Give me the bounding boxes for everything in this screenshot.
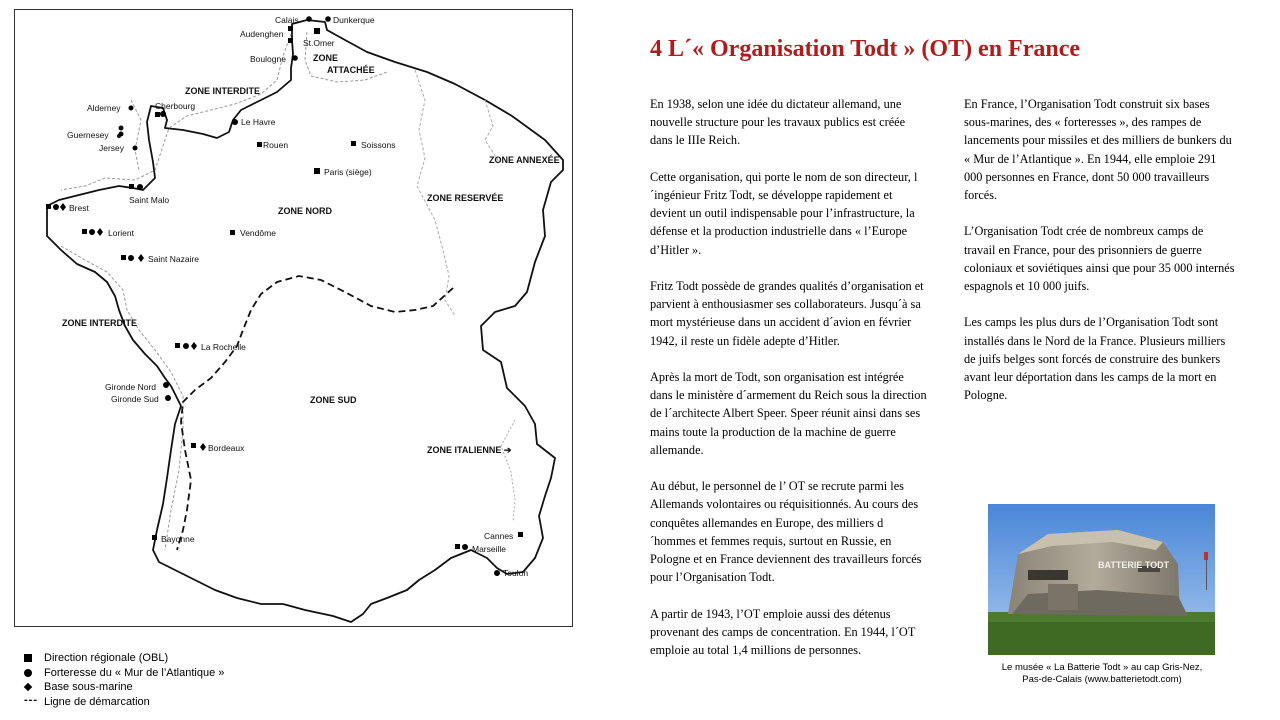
place-marseille: Marseille bbox=[472, 544, 507, 554]
place-le-havre: Le Havre bbox=[241, 117, 276, 127]
zone-attachee-label-1: ZONE bbox=[313, 53, 339, 63]
legend-row-forteresse bbox=[18, 666, 224, 681]
place-brest: Brest bbox=[69, 203, 89, 213]
dashed-line-icon: --- bbox=[24, 694, 38, 706]
legend-ligne-label: Ligne de démarcation bbox=[44, 695, 150, 708]
legend-row-ligne bbox=[18, 695, 224, 710]
paragraph: A partir de 1943, l’OT emploie aussi des détenus provenant des camps de concentration. En 1944, l´OT emploie au total 1,4 millions de personnes. bbox=[650, 606, 916, 658]
place-jersey: Jersey bbox=[99, 143, 125, 153]
place-gironde-sud: Gironde Sud bbox=[111, 394, 159, 404]
caption-line-1: Le musée « La Batterie Todt » au cap Gris-Nez, bbox=[1001, 662, 1203, 673]
forteresse-markers bbox=[53, 16, 500, 576]
place-toulon: Toulon bbox=[503, 568, 529, 578]
legend-forteresse-label: Forteresse du « Mur de l’Atlantique » bbox=[44, 666, 225, 679]
zone-interdite-west-label: ZONE INTERDITE bbox=[62, 318, 138, 328]
place-paris: Paris (siège) bbox=[324, 167, 372, 177]
zone-attachee-label-2: ATTACHÉE bbox=[327, 65, 375, 75]
place-guernesey: Guernesey bbox=[67, 130, 109, 140]
zone-nord-label: ZONE NORD bbox=[278, 206, 332, 216]
diamond-icon bbox=[18, 684, 44, 690]
text-column-left bbox=[650, 95, 928, 677]
map-drawing bbox=[15, 10, 574, 628]
square-icon bbox=[18, 654, 44, 662]
paragraph: Fritz Todt possède de grandes qualités d’organisation et parvient à enthousiasmer ses collaborateurs. Jusqu´à sa mort mystérieuse dans un accident d´avion en février 1942, il reste un fidèle adepte d’Hitler. bbox=[650, 279, 924, 348]
place-gironde-nord: Gironde Nord bbox=[105, 382, 157, 392]
paragraph: En France, l’Organisation Todt construit six bases sous-marines, des « forteresses », des rampes de lancements pour missiles et des milliers de bunkers du « Mur de l’Atlantique ». En 1944, elle emploie 291 000 personnes en France, dont 50 000 travailleurs forcés. bbox=[964, 97, 1232, 203]
place-soissons: Soissons bbox=[361, 140, 396, 150]
place-audenghen: Audenghen bbox=[240, 29, 284, 39]
place-cherbourg: Cherbourg bbox=[155, 101, 196, 111]
paragraph: Cette organisation, qui porte le nom de son directeur, l´ingénieur Fritz Todt, se développe rapidement et devient un outil indispensable pour l’infrastructure, la défense et la production industrielle dans « l’Europe d’Hitler ». bbox=[650, 169, 918, 257]
place-alderney: Alderney bbox=[87, 103, 121, 113]
occupation-map bbox=[14, 9, 573, 627]
place-lorient: Lorient bbox=[108, 228, 134, 238]
place-st-omer: St.Omer bbox=[303, 38, 335, 48]
circle-icon bbox=[18, 669, 44, 677]
place-saint-nazaire: Saint Nazaire bbox=[148, 254, 200, 264]
legend-row-obl bbox=[18, 651, 224, 666]
bunker-photo bbox=[988, 504, 1215, 655]
zone-sud-label: ZONE SUD bbox=[310, 395, 357, 405]
bunker-illustration bbox=[988, 504, 1215, 655]
zone-interdite-north-label: ZONE INTERDITE bbox=[185, 86, 261, 96]
zone-annexee-label: ZONE ANNEXÉE bbox=[489, 155, 560, 165]
channel-islands-boundary bbox=[131, 100, 141, 170]
place-boulogne: Boulogne bbox=[250, 54, 286, 64]
bunker-sign: BATTERIE TODT bbox=[1098, 560, 1170, 570]
page-title: 4 L´« Organisation Todt » (OT) en France bbox=[650, 36, 1081, 62]
map-legend bbox=[18, 651, 224, 709]
paragraph: En 1938, selon une idée du dictateur allemand, une nouvelle structure pour les travaux publics est créée dans le IIIe Reich. bbox=[650, 97, 906, 148]
paragraph: Les camps les plus durs de l’Organisation Todt sont installés dans le Nord de la France. Plusieurs milliers de juifs belges sont forcés de construire des bunkers avant leur déportation dans les camps de la mort en Pologne. bbox=[964, 315, 1226, 403]
paragraph: L’Organisation Todt crée de nombreux camps de travail en France, pour des prisonniers de guerre coloniaux et soviétiques ainsi que pour 35 000 internés espagnols et 10 000 juifs. bbox=[964, 224, 1235, 294]
photo-caption bbox=[968, 662, 1236, 686]
place-bayonne: Bayonne bbox=[161, 534, 195, 544]
place-vendome: Vendôme bbox=[240, 228, 276, 238]
zone-reservee-label: ZONE RESERVÉE bbox=[427, 193, 504, 203]
paragraph: Après la mort de Todt, son organisation est intégrée dans le ministère d´armement du Reich sous la direction de l´architecte Albert Speer. Speer réunit ainsi dans ses mains toute la production de la machine de guerre allemande. bbox=[650, 370, 927, 457]
caption-line-2: Pas-de-Calais (www.batterietodt.com) bbox=[1022, 674, 1182, 685]
text-column-right bbox=[964, 95, 1236, 423]
place-dunkerque: Dunkerque bbox=[333, 15, 375, 25]
place-cannes: Cannes bbox=[484, 531, 514, 541]
place-la-rochelle: La Rochelle bbox=[201, 342, 246, 352]
place-saint-malo: Saint Malo bbox=[129, 195, 170, 205]
legend-base-label: Base sous-marine bbox=[44, 681, 133, 693]
zone-italienne-label: ZONE ITALIENNE ➔ bbox=[427, 445, 512, 455]
paragraph: Au début, le personnel de l’ OT se recrute parmi les Allemands volontaires ou réquisitionnés. Au cours des conquêtes allemandes en Europe, des milliers d´hommes et femmes requis, surtout en Russie, en Pologne et en France deviennent des travailleurs forcés pour l’Organisation Todt. bbox=[650, 479, 922, 585]
legend-obl-label: Direction régionale (OBL) bbox=[44, 652, 169, 664]
place-bordeaux: Bordeaux bbox=[208, 443, 245, 453]
demarcation-line bbox=[177, 276, 453, 550]
place-rouen: Rouen bbox=[263, 140, 289, 150]
legend-row-base bbox=[18, 680, 224, 695]
place-calais: Calais bbox=[275, 15, 299, 25]
